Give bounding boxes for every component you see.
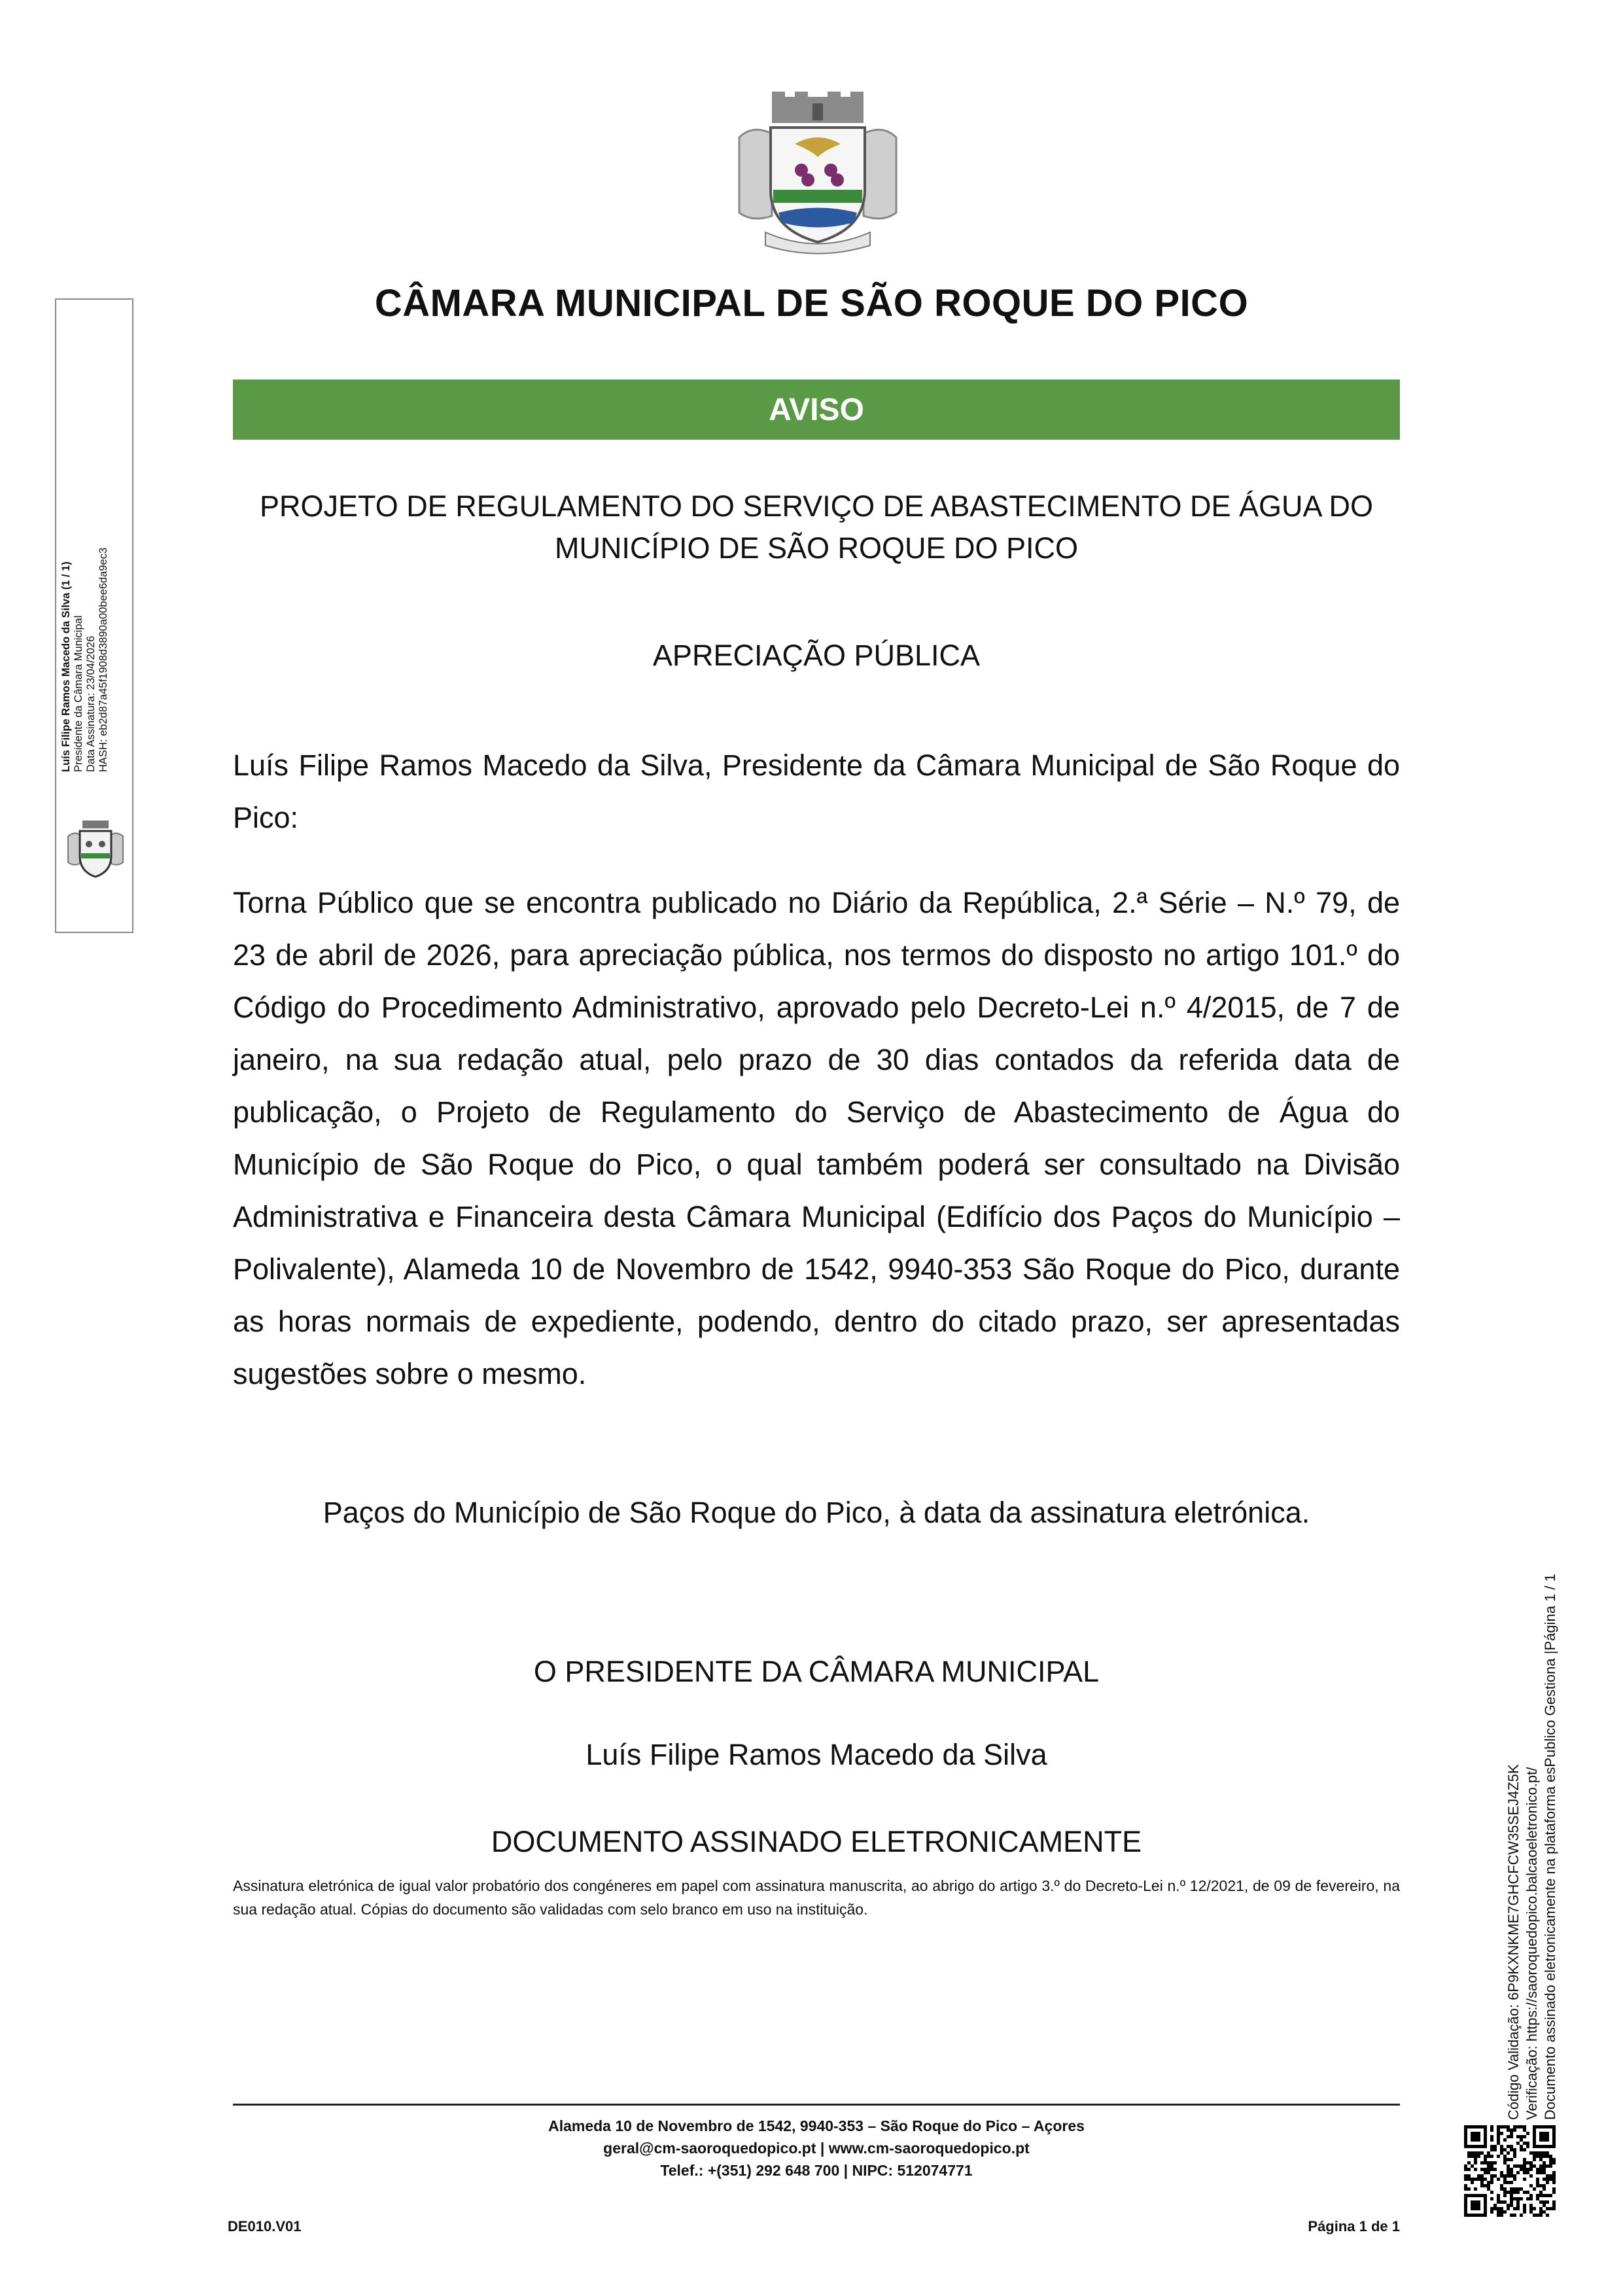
document-subtitle: APRECIAÇÃO PÚBLICA [652, 639, 981, 672]
signatory-name: Luís Filipe Ramos Macedo da Silva [585, 1738, 1047, 1771]
signature-stamp-text [60, 484, 133, 772]
intro-paragraph: Luís Filipe Ramos Macedo da Silva, Presidente da Câmara Municipal de São Roque do Pico: [233, 749, 1400, 834]
validation-text [1505, 1492, 1577, 2120]
notice-banner [233, 380, 1400, 440]
body-paragraph: Torna Público que se encontra publicado no Diário da República, 2.ª Série – N.º 79, de 23 de abril de 2026, para apreciação pública, nos termos do disposto no artigo 101.º do Código do Procedimento Administrativo, aprovado pelo Decreto-Lei n.º 4/2015, de 7 de janeiro, na sua redação atual, pelo prazo de 30 dias contados da referida data de publicação, o Projeto de Regulamento do Serviço de Abastecimento de Água do Município de São Roque do Pico, o qual também poderá ser consultado na Divisão Administrativa e Financeira desta Câmara Municipal (Edifício dos Paços do Município – Polivalente), Alameda 10 de Novembro de 1542, 9940-353 São Roque do Pico, durante as horas normais de expediente, podendo, dentro do citado prazo, ser apresentadas sugestões sobre o mesmo. [233, 886, 1400, 1390]
signature-hash-line: HASH: eb2d87a45f1908d3890a00bee6da9ec3 [97, 547, 109, 772]
validation-platform-line: Documento assinado eletronicamente na plataforma esPublico Gestiona |Página 1 / 1 [1542, 1574, 1558, 2120]
notice-label: AVISO [769, 392, 864, 427]
signed-notice: DOCUMENTO ASSINADO ELETRONICAMENTE [491, 1825, 1142, 1858]
stamp-coat-of-arms-icon [65, 817, 126, 882]
page-number: Página 1 de 1 [1308, 2218, 1400, 2234]
project-title [233, 486, 1400, 569]
signature-disclaimer: Assinatura eletrónica de igual valor probatório dos congéneres em papel com assinatura manuscrita, ao abrigo do artigo 3.º do Decreto-Lei n.º 12/2021, de 09 de fevereiro, na sua redação atual. Cópias do documento são validadas com selo branco em uso na instituição. [233, 1877, 1400, 1918]
footer-divider [233, 2104, 1400, 2106]
footer-address: Alameda 10 de Novembro de 1542, 9940-353 – São Roque do Pico – Açores [548, 2117, 1085, 2134]
signer-line: Luís Filipe Ramos Macedo da Silva (1 / 1) [60, 561, 72, 772]
validation-url-line: Verificação: https://saoroquedopico.balcaoeletronico.pt/ [1524, 1767, 1540, 2120]
document-code: DE010.V01 [228, 2218, 302, 2234]
project-title-line-1: PROJETO DE REGULAMENTO DO SERVIÇO DE ABASTECIMENTO DE ÁGUA DO [259, 489, 1374, 523]
footer-contacts: geral@cm-saoroquedopico.pt | www.cm-saoroquedopico.pt [603, 2140, 1030, 2157]
signature-date-line: Data Assinatura: 23/04/2026 [85, 635, 97, 772]
signatory-title: O PRESIDENTE DA CÂMARA MUNICIPAL [533, 1655, 1100, 1688]
project-title-line-2: MUNICÍPIO DE SÃO ROQUE DO PICO [554, 531, 1079, 565]
validation-code-line: Código Validação: 6P9KXNKME7GHCFCW35SEJ4Z5K [1505, 1764, 1522, 2120]
place-date: Paços do Município de São Roque do Pico, à data da assinatura eletrónica. [323, 1496, 1310, 1529]
qr-code [1464, 2125, 1556, 2217]
page-title: CÂMARA MUNICIPAL DE SÃO ROQUE DO PICO [374, 282, 1249, 325]
footer-phone-nipc: Telef.: +(351) 292 648 700 | NIPC: 512074771 [660, 2162, 973, 2179]
signer-role-line: Presidente da Câmara Municipal [73, 615, 84, 772]
coat-of-arms-logo [733, 92, 903, 255]
